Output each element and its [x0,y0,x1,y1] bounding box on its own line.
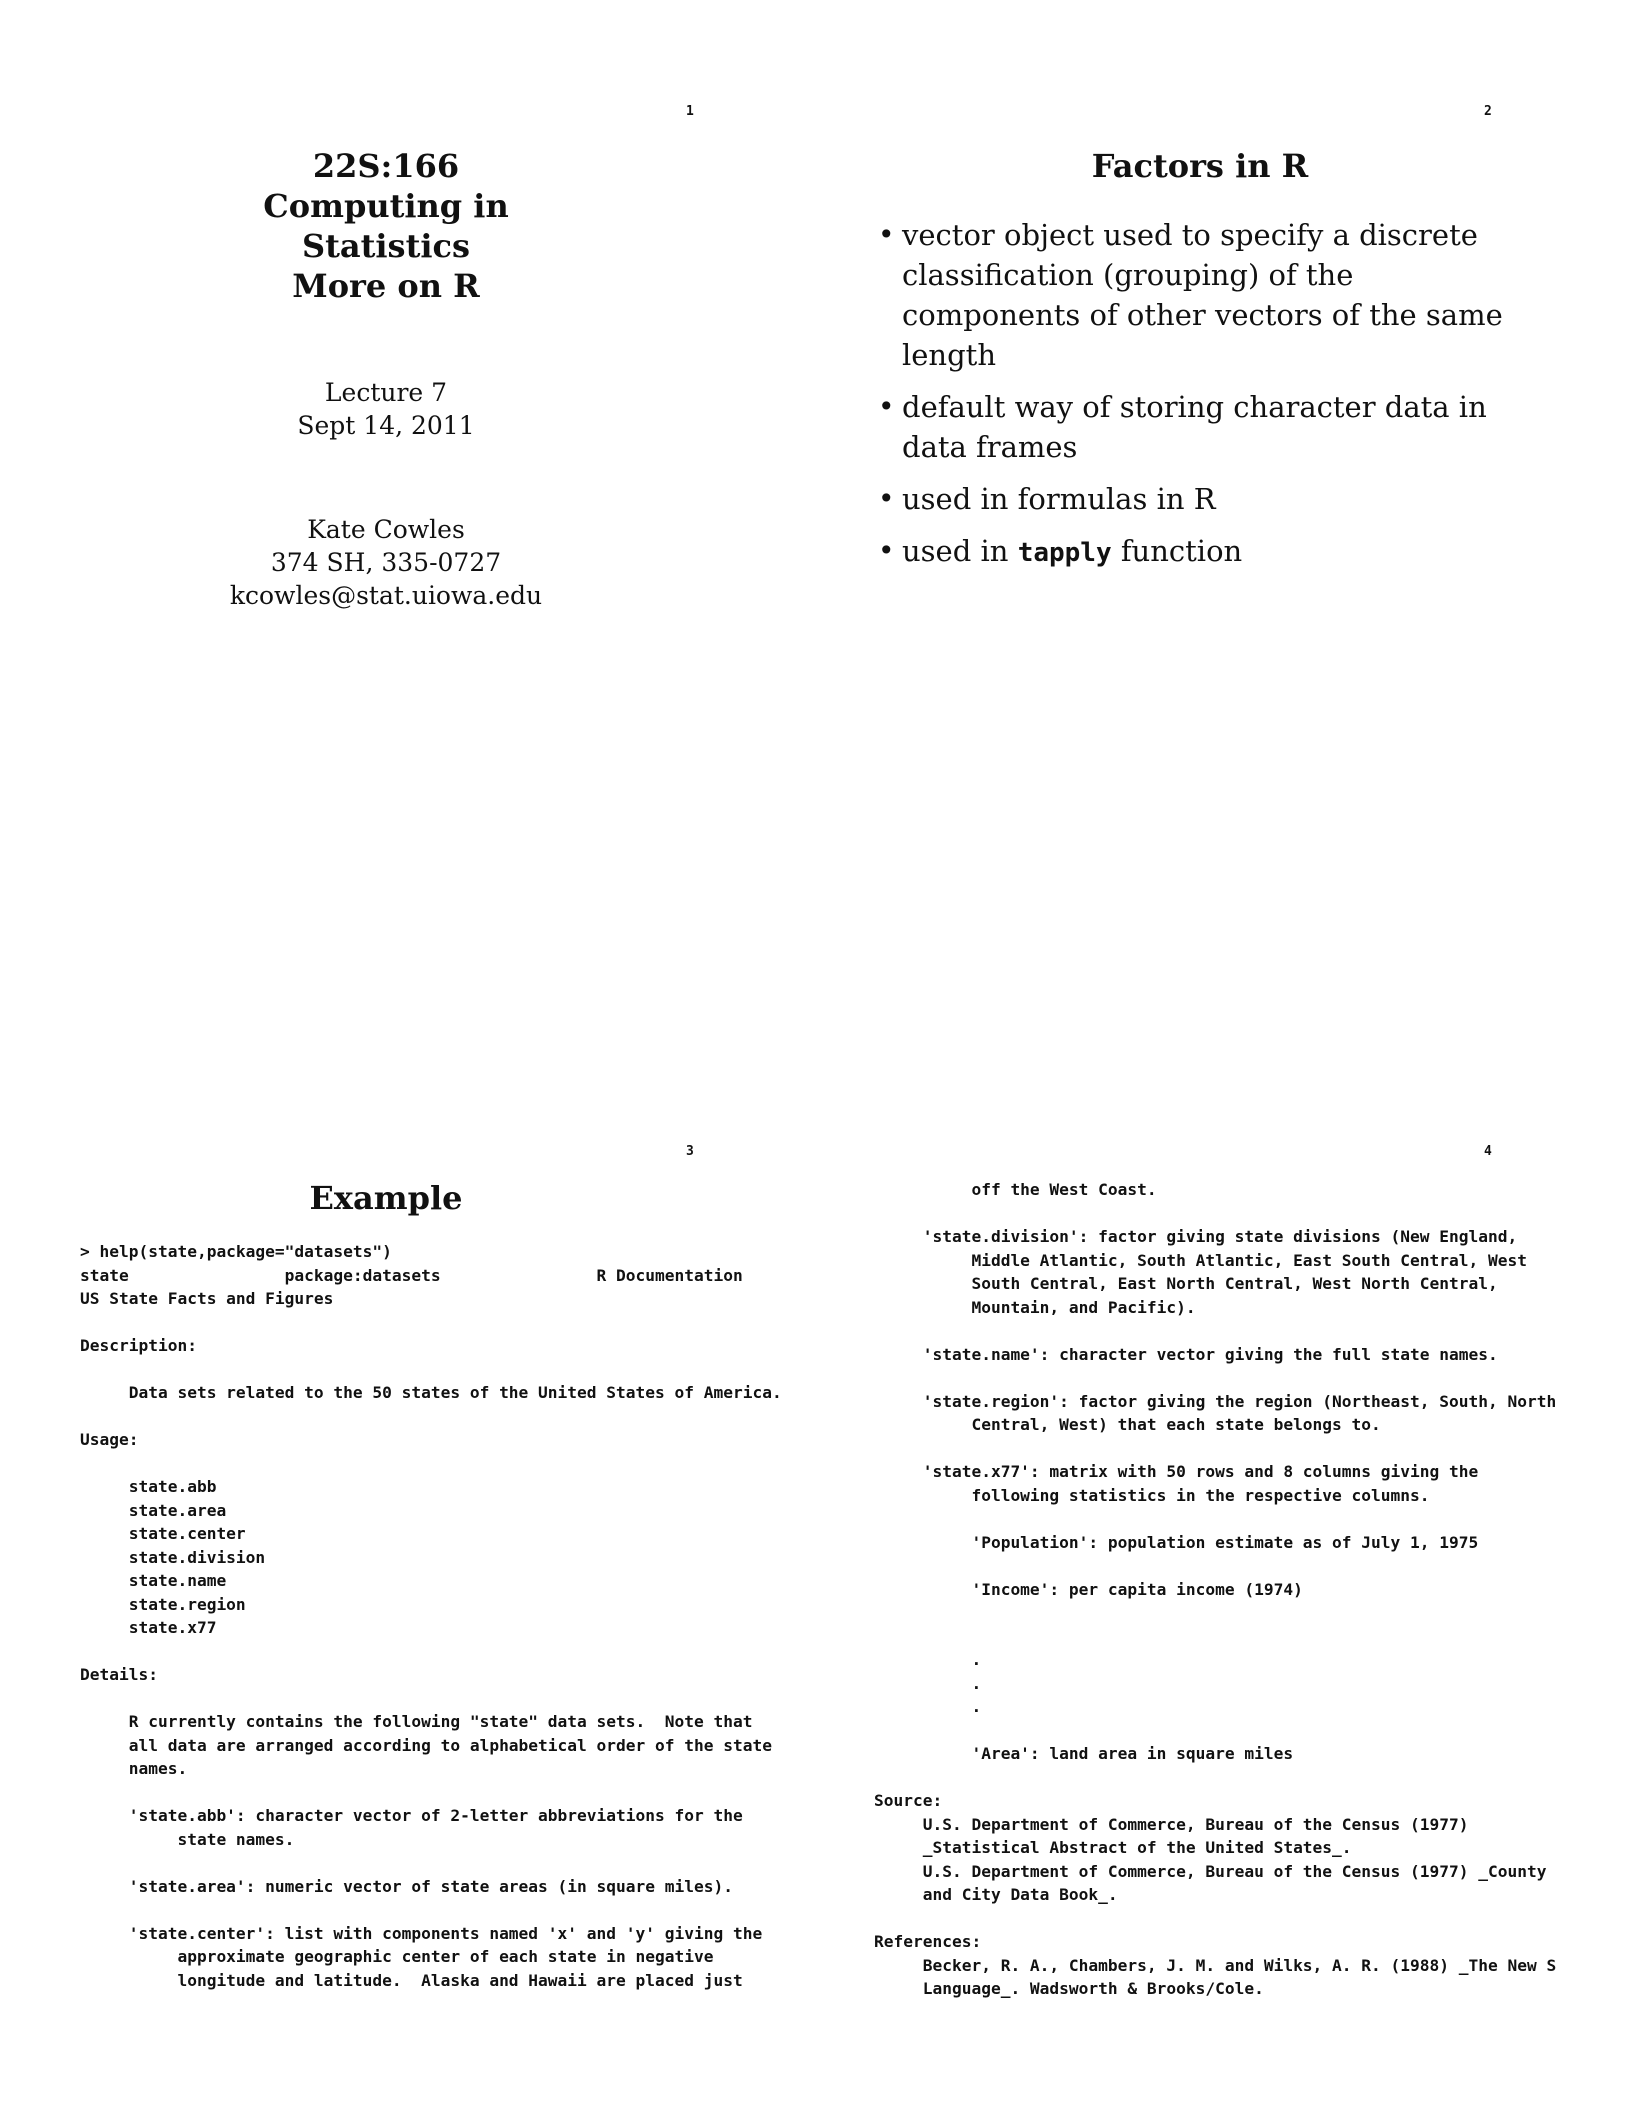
slide-title: Factors in R [1091,147,1309,185]
bullet-text: used in formulas in R [902,482,1216,516]
course-code: 22S:166 [312,147,460,185]
bullet-item [878,215,1518,375]
lecture-subtitle: More on R [292,267,480,305]
course-title: Computing in Statistics [263,187,509,265]
bullet-item [878,479,1518,519]
r-help-output-continued: off the West Coast. 'state.division': factor giving state divisions (New England, Middle Atlantic, South Atlantic, East South Central, West South Central, East North Central, West North Central, Mountain, and Pacific). 'state.name': character vector giving the full state names. 'state.region': factor giving the region (Northeast, South, North Central, West) that each state belongs to. 'state.x77': matrix with 50 rows and 8 columns giving the following statistics in the respective columns. 'Population': population estimate as of July 1, 1975 'Income': per capita income (1974) . . . 'Area': land area in square miles Source: U.S. Department of Commerce, Bureau of the Census (1977) _Statistical Abstract of the United States_. U.S. Department of Commerce, Bureau of the Census (1977) _County and City Data Book_. References: Becker, R. A., Chambers, J. M. and Wilks, A. R. (1988) _The New S Language_. Wadsworth & Brooks/Cole. [874,1180,1557,1998]
author-email: kcowles@stat.uiowa.edu [229,581,543,610]
bullet-text-suffix: function [1111,534,1243,568]
bullet-item [878,531,1518,573]
slide-page-4 [820,1060,1640,2120]
code-tapply: tapply [1017,538,1112,568]
slide-page-1 [0,0,820,1060]
bullet-text: used in [902,534,1018,568]
lecture-number: Lecture 7 [324,378,448,407]
r-help-output: > help(state,package="datasets") state package:datasets R Documentation US State Facts and Figures Description: Data sets related to the 50 states of the United States of America. Usage: state.abb state.area state.center state.division state.name state.region state.x77 Details: R currently contains the following "state" data sets. Note that all data are arranged according to alphabetical order of the state names. 'state.abb': character vector of 2-letter abbreviations for the state names. 'state.area': numeric vector of state areas (in square miles). 'state.center': list with components named 'x' and 'y' giving the approximate geographic center of each state in negative longitude and latitude. Alaska and Hawaii are placed just [80,1242,782,1990]
page-number: 3 [686,1144,694,1159]
bullet-list [878,215,1518,585]
author-office: 374 SH, 335-0727 [270,548,502,577]
page-number: 2 [1484,104,1492,119]
slide-page-3 [0,1060,820,2120]
bullet-item [878,387,1518,467]
bullet-text: default way of storing character data in data frames [902,390,1487,464]
slide-page-2 [820,0,1640,1060]
author-name: Kate Cowles [307,515,465,544]
page-number: 1 [686,104,694,119]
page-number: 4 [1484,1144,1492,1159]
slide-title: Example [309,1179,463,1217]
lecture-date: Sept 14, 2011 [297,411,475,440]
bullet-text: vector object used to specify a discrete classification (grouping) of the components of other vectors of the same length [902,218,1503,372]
